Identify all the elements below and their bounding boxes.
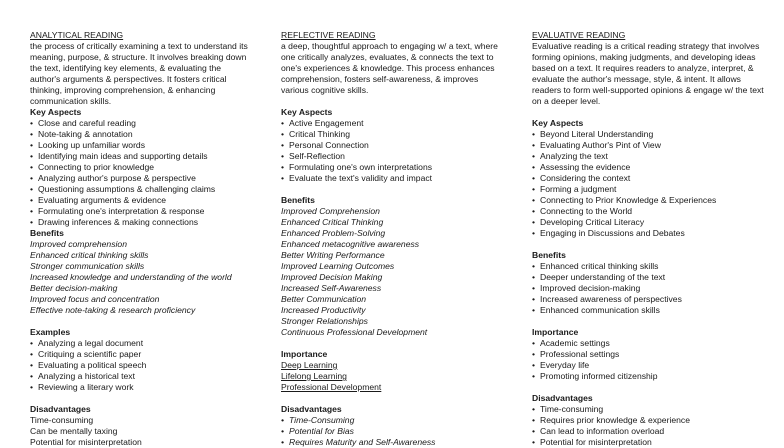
list-item: Improved focus and concentration — [30, 294, 160, 304]
analytical-benefits-list — [30, 239, 252, 316]
list-item: Potential for misinterpretation — [30, 437, 142, 447]
list-item: • Analyzing author's purpose & perspective — [30, 173, 252, 184]
reflective-benefits-list — [281, 206, 505, 338]
analytical-aspects-list — [30, 118, 252, 228]
evaluative-title: EVALUATIVE READING — [532, 30, 626, 40]
analytical-examples-list — [30, 338, 252, 393]
list-item: • Requires Maturity and Self-Awareness — [281, 437, 505, 448]
list-item: Increased Self-Awareness — [281, 283, 382, 293]
analytical-disadvantages-heading: Disadvantages — [30, 404, 91, 414]
list-item: Better Communication — [281, 294, 367, 304]
list-item: Time-consuming — [30, 415, 94, 425]
column-evaluative-reading — [532, 30, 764, 448]
list-item: • Personal Connection — [281, 140, 505, 151]
analytical-definition: the process of critically examining a text to understand its meaning, purpose, & structure. It involves breaking down the text, identifying key elements, & evaluating the author's arguments & perspectives. It fosters critical thinking, improving comprehension, & enhancing communication skills. — [30, 41, 248, 106]
list-item: • Connecting to prior knowledge — [30, 162, 252, 173]
list-item: • Requires prior knowledge & experience — [532, 415, 764, 426]
list-item: • Increased awareness of perspectives — [532, 294, 764, 305]
evaluative-importance-list — [532, 338, 764, 382]
list-item: • Improved decision-making — [532, 283, 764, 294]
list-item: Effective note-taking & research proficiency — [30, 305, 196, 315]
list-item: Enhanced metacognitive awareness — [281, 239, 420, 249]
list-item: Stronger Relationships — [281, 316, 368, 326]
list-item: • Critiquing a scientific paper — [30, 349, 252, 360]
list-item: • Analyzing the text — [532, 151, 764, 162]
reflective-disadvantages-heading: Disadvantages — [281, 404, 342, 414]
reflective-importance-heading: Importance — [281, 349, 328, 359]
importance-link-professional-development[interactable]: Professional Development — [281, 382, 382, 392]
list-item: Better Writing Performance — [281, 250, 385, 260]
reflective-importance-list — [281, 360, 505, 393]
list-item: • Promoting informed citizenship — [532, 371, 764, 382]
analytical-title: ANALYTICAL READING — [30, 30, 124, 40]
evaluative-definition: Evaluative reading is a critical reading strategy that involves forming opinions, making judgments, and developing ideas based on a text. It requires readers to analyze, interpret, & evaluate the author's message, style, & intent. It allows readers to form well-supported opinions & engage w/ the text on a deeper level. — [532, 41, 764, 106]
list-item: Continuous Professional Development — [281, 327, 428, 337]
list-item: • Connecting to Prior Knowledge & Experiences — [532, 195, 764, 206]
list-item: • Enhanced critical thinking skills — [532, 261, 764, 272]
list-item: • Considering the context — [532, 173, 764, 184]
reflective-disadvantages-list — [281, 415, 505, 448]
list-item: • Looking up unfamiliar words — [30, 140, 252, 151]
list-item: Improved Learning Outcomes — [281, 261, 395, 271]
evaluative-disadvantages-heading: Disadvantages — [532, 393, 593, 403]
list-item: Improved Decision Making — [281, 272, 383, 282]
list-item: • Beyond Literal Understanding — [532, 129, 764, 140]
reflective-benefits-heading: Benefits — [281, 195, 315, 205]
list-item: • Formulating one's own interpretations — [281, 162, 505, 173]
list-item: • Everyday life — [532, 360, 764, 371]
list-item: • Close and careful reading — [30, 118, 252, 129]
list-item: • Formulating one's interpretation & response — [30, 206, 252, 217]
list-item: Enhanced critical thinking skills — [30, 250, 149, 260]
importance-link-lifelong-learning[interactable]: Lifelong Learning — [281, 371, 347, 381]
evaluative-aspects-list — [532, 129, 764, 239]
list-item: • Evaluating Author's Pint of View — [532, 140, 764, 151]
list-item: Increased Productivity — [281, 305, 366, 315]
analytical-disadvantages-list — [30, 415, 252, 448]
list-item: Improved comprehension — [30, 239, 127, 249]
evaluative-benefits-list — [532, 261, 764, 316]
list-item: • Time-Consuming — [281, 415, 505, 426]
list-item: • Assessing the evidence — [532, 162, 764, 173]
list-item: • Professional settings — [532, 349, 764, 360]
list-item: • Can lead to information overload — [532, 426, 764, 437]
list-item: • Questioning assumptions & challenging claims — [30, 184, 252, 195]
list-item: • Analyzing a historical text — [30, 371, 252, 382]
list-item: • Analyzing a legal document — [30, 338, 252, 349]
list-item: • Active Engagement — [281, 118, 505, 129]
list-item: • Academic settings — [532, 338, 764, 349]
list-item: • Self-Reflection — [281, 151, 505, 162]
reflective-aspects-heading: Key Aspects — [281, 107, 333, 117]
evaluative-importance-heading: Importance — [532, 327, 579, 337]
analytical-examples-heading: Examples — [30, 327, 71, 337]
list-item: • Potential for misinterpretation — [532, 437, 764, 448]
list-item: • Forming a judgment — [532, 184, 764, 195]
list-item: • Note-taking & annotation — [30, 129, 252, 140]
list-item: Stronger communication skills — [30, 261, 145, 271]
list-item: Enhanced Problem-Solving — [281, 228, 386, 238]
list-item: • Critical Thinking — [281, 129, 505, 140]
list-item: • Enhanced communication skills — [532, 305, 764, 316]
list-item: Better decision-making — [30, 283, 118, 293]
evaluative-disadvantages-list — [532, 404, 764, 448]
list-item: • Potential for Bias — [281, 426, 505, 437]
list-item: • Identifying main ideas and supporting details — [30, 151, 252, 162]
column-analytical-reading — [30, 30, 252, 448]
list-item: • Deeper understanding of the text — [532, 272, 764, 283]
list-item: • Connecting to the World — [532, 206, 764, 217]
reflective-title: REFLECTIVE READING — [281, 30, 376, 40]
analytical-benefits-heading: Benefits — [30, 228, 64, 238]
list-item: • Developing Critical Literacy — [532, 217, 764, 228]
importance-link-deep-learning[interactable]: Deep Learning — [281, 360, 338, 370]
list-item: Increased knowledge and understanding of the world — [30, 272, 232, 282]
list-item: • Evaluating a political speech — [30, 360, 252, 371]
list-item: • Time-consuming — [532, 404, 764, 415]
list-item: • Engaging in Discussions and Debates — [532, 228, 764, 239]
list-item: Improved Comprehension — [281, 206, 380, 216]
list-item: Can be mentally taxing — [30, 426, 118, 436]
reflective-aspects-list — [281, 118, 505, 184]
evaluative-benefits-heading: Benefits — [532, 250, 566, 260]
list-item: • Evaluating arguments & evidence — [30, 195, 252, 206]
analytical-aspects-heading: Key Aspects — [30, 107, 82, 117]
list-item: • Drawing inferences & making connections — [30, 217, 252, 228]
reflective-definition: a deep, thoughtful approach to engaging w/ a text, where one critically analyzes, evaluates, & connects the text to one's experiences & knowledge. This process enhances comprehension, fosters self-awareness, & improves various cognitive skills. — [281, 41, 498, 95]
list-item: • Reviewing a literary work — [30, 382, 252, 393]
list-item: Enhanced Critical Thinking — [281, 217, 384, 227]
list-item: • Evaluate the text's validity and impact — [281, 173, 505, 184]
evaluative-aspects-heading: Key Aspects — [532, 118, 584, 128]
column-reflective-reading — [281, 30, 505, 448]
